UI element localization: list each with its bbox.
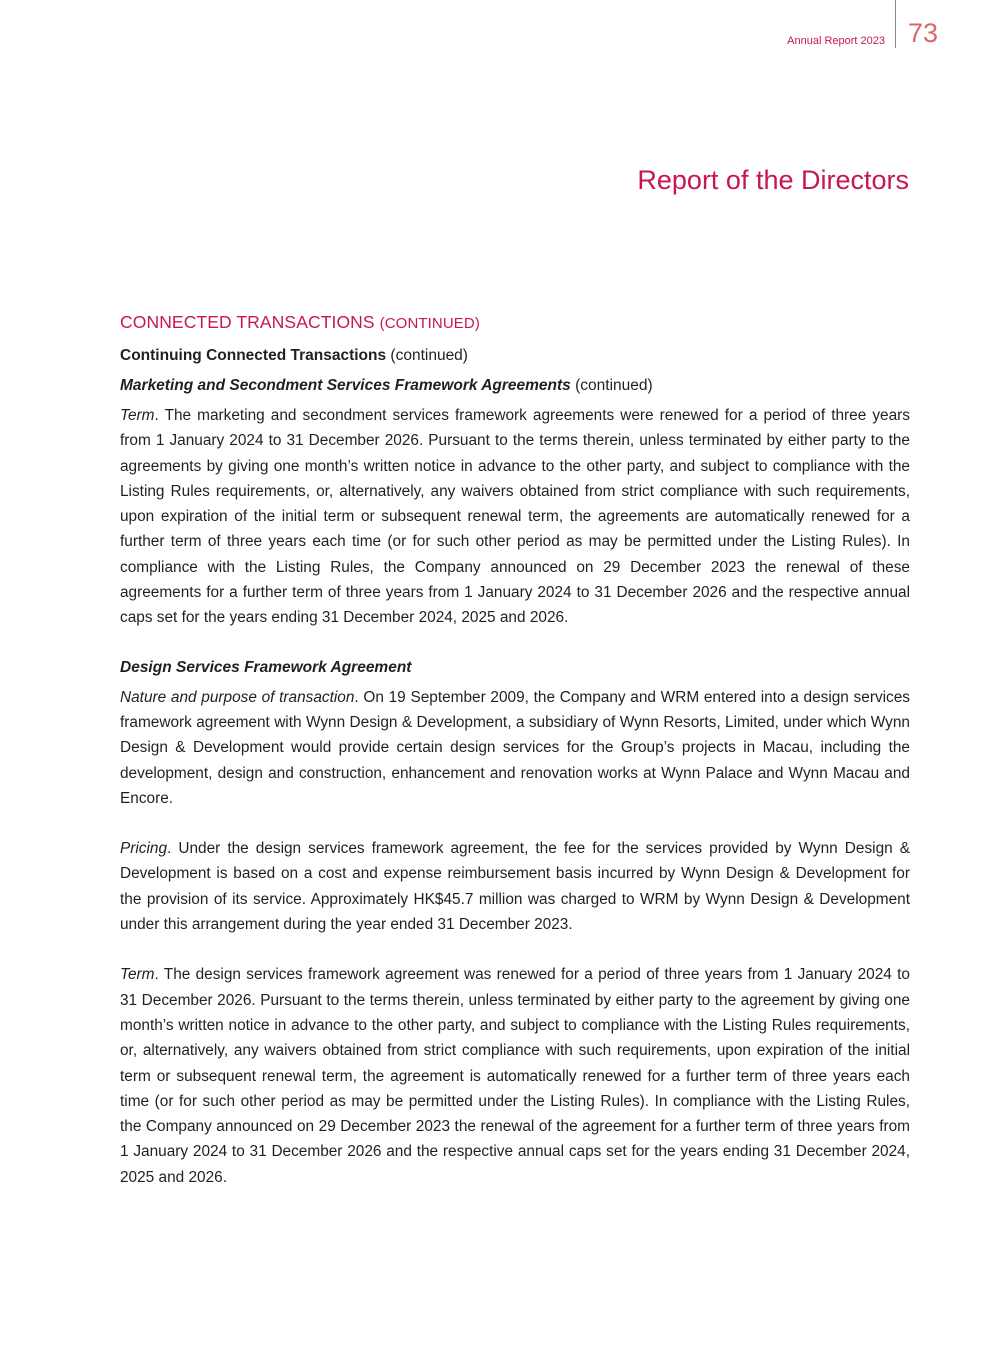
paragraph-text: . The marketing and secondment services framework agreements were renewed for a period of three years from 1 January 2024 to 31 December 2026. Pursuant to the terms therein, unless terminated by either party to the agreements by giving one month’s written notice in advance to the other party, and subject to compliance with the Listing Rules requirements, or, alternatively, any waivers obtained from strict compliance with such requirements, upon expiration of the initial term or subsequent renewal term, the agreements are automatically renewed for a further term of three years each time (or for such other period as may be permitted under the Listing Rules). In compliance with the Listing Rules, the Company announced on 29 December 2023 the renewal of these agreements for a further term of three years from 1 January 2024 to 31 December 2026 and the respective annual caps set for the years ending 31 December 2024, 2025 and 2026.: [120, 407, 910, 627]
paragraph-text: . Under the design services framework agreement, the fee for the services provided by Wynn Design & Development is based on a cost and expense reimbursement basis incurred by Wynn Design & Development for the provision of its service. Approximately HK$45.7 million was charged to WRM by Wynn Design & Development under this arrangement during the year ended 31 December 2023.: [120, 840, 910, 934]
main-content: [120, 310, 910, 1215]
page-title: Report of the Directors: [637, 165, 909, 195]
design-term-paragraph: [120, 962, 910, 1190]
paragraph-lead: Term: [120, 407, 155, 424]
section-heading: [120, 310, 910, 336]
paragraph-text: . The design services framework agreement was renewed for a period of three years from 1 January 2024 to 31 December 2026. Pursuant to the terms therein, unless terminated by either party to the agreement by giving one month’s written notice in advance to the other party, and subject to compliance with the Listing Rules requirements, or, alternatively, any waivers obtained from strict compliance with such requirements, upon expiration of the initial term or subsequent renewal term, the agreement is automatically renewed for a further term of three years each time (or for such other period as may be permitted under the Listing Rules). In compliance with the Listing Rules, the Company announced on 29 December 2023 the renewal of the agreement for a further term of three years from 1 January 2024 to 31 December 2026 and the respective annual caps set for the years ending 31 December 2024, 2025 and 2026.: [120, 966, 910, 1186]
paragraph-lead: Term: [120, 966, 155, 984]
report-label: Annual Report 2023: [787, 35, 885, 47]
running-header: [0, 0, 1006, 60]
subsubheading-text: Marketing and Secondment Services Framework Agreements: [120, 377, 571, 394]
paragraph-lead: Nature and purpose of transaction: [120, 688, 355, 706]
page-number: 73: [908, 18, 939, 48]
design-nature-paragraph: [120, 685, 910, 811]
section-heading-suffix: (CONTINUED): [379, 315, 480, 332]
subheading-suffix: (continued): [390, 347, 468, 364]
section-heading-text: CONNECTED TRANSACTIONS: [120, 312, 375, 332]
subheading-text: Continuing Connected Transactions: [120, 347, 387, 364]
paragraph-lead: Pricing: [120, 840, 168, 858]
subsubheading-suffix: (continued): [575, 377, 653, 394]
marketing-term-paragraph: [120, 403, 910, 631]
subheading: [120, 344, 910, 368]
paragraph-text: . On 19 September 2009, the Company and WRM entered into a design services framework agreement with Wynn Design & Development, a subsidiary of Wynn Resorts, Limited, under which Wynn Design & Development would provide certain design services for the Group’s projects in Macau, including the development, design and construction, enhancement and renovation works at Wynn Palace and Wynn Macau and Encore.: [120, 688, 911, 807]
design-pricing-paragraph: [120, 836, 910, 937]
header-divider: [895, 0, 896, 48]
subsubheading: [120, 374, 910, 398]
design-services-heading: Design Services Framework Agreement: [120, 658, 412, 676]
